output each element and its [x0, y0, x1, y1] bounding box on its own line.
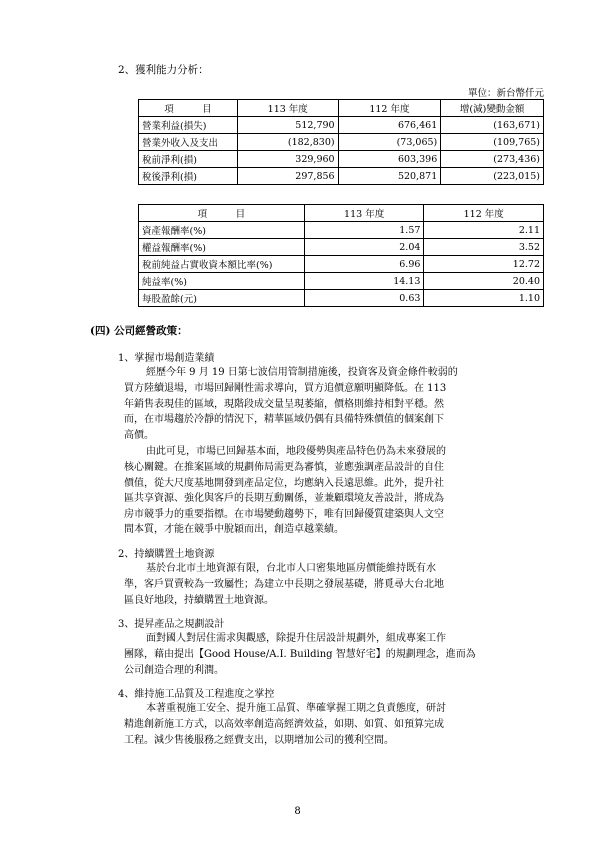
header-112: 112 年度 [338, 100, 441, 117]
text-line: 團隊，藉由提出【Good House/A.I. Building 智慧好宅】的規劃理念，進而為 [124, 649, 476, 660]
text-line: 工程。減少售後服務之經費支出，以期增加公司的獲利空間。 [124, 734, 394, 746]
table-row [139, 134, 544, 151]
table-row [139, 290, 544, 307]
paragraph [124, 717, 546, 748]
row-label: 權益報酬率(%) [139, 239, 305, 256]
row-label: 稅前淨利(損) [139, 151, 238, 168]
policy-heading: (四) 公司經營政策： [90, 325, 188, 337]
text-line: 高價。 [124, 429, 154, 441]
cell-value: 520,871 [338, 168, 441, 185]
row-label: 稅後淨利(損) [139, 168, 238, 185]
cell-value: (223,015) [441, 168, 544, 185]
profit-amount-table [138, 99, 544, 185]
cell-value: (73,065) [338, 134, 441, 151]
text-line: 準，客戶買賣較為一致屬性；為建立中長期之發展基礎，將覓尋大台北地 [124, 579, 444, 590]
paragraph [124, 647, 546, 678]
paragraph [146, 561, 546, 577]
cell-value: 676,461 [338, 117, 441, 134]
cell-value: (273,436) [441, 151, 544, 168]
row-label: 資產報酬率(%) [139, 222, 305, 239]
text-line: 本著重視施工安全、提升施工品質、準確掌握工期之負責態度，研討 [146, 703, 446, 714]
text-line: 由此可見，市場已回歸基本面，地段優勢與產品特色仍為未來發展的 [146, 446, 446, 457]
table-header-row [139, 100, 544, 117]
text-line: 經歷今年 9 月 19 日第七波信用管制措施後，投資客及資金條件較弱的 [146, 367, 458, 378]
row-label: 營業利益(損失) [139, 117, 238, 134]
header-113: 113 年度 [237, 100, 338, 117]
table-row [139, 239, 544, 256]
item-title: 2、持續購置土地資源 [118, 549, 215, 560]
text-line: 間本質，才能在競爭中脫穎而出，創造卓越業績。 [124, 524, 344, 536]
text-line: 核心關鍵。在推案區域的規劃佈局需更為審慎，並應強調產品設計的自住 [124, 462, 444, 473]
paragraph [146, 365, 546, 381]
cell-value: 0.63 [304, 290, 424, 307]
paragraph [146, 631, 546, 647]
row-label: 每股盈餘(元) [139, 290, 305, 307]
cell-value: (109,765) [441, 134, 544, 151]
paragraph [124, 577, 546, 608]
cell-value: 512,790 [237, 117, 338, 134]
text-line: 基於台北市土地資源有限，台北市人口密集地區房價能維持既有水 [146, 563, 436, 574]
cell-value: 329,960 [237, 151, 338, 168]
cell-value: 12.72 [424, 256, 544, 273]
cell-value: 14.13 [304, 273, 424, 290]
text-line: 精進創新施工方式，以高效率創造高經濟效益，如期、如質、如預算完成 [124, 719, 444, 730]
text-line: 買方陸續退場，市場回歸剛性需求導向，買方追價意願明顯降低。在 113 [124, 383, 447, 394]
cell-value: 1.10 [424, 290, 544, 307]
paragraph [124, 460, 546, 538]
header-item: 項 目 [139, 100, 238, 117]
cell-value: 2.04 [304, 239, 424, 256]
cell-value: 6.96 [304, 256, 424, 273]
text-line: 房市競爭力的重要指標。在市場變動趨勢下，唯有回歸優質建築與人文空 [124, 508, 444, 520]
text-line: 價值，從大尺度基地開發到產品定位，均應納入長遠思維。此外，提升社 [124, 477, 444, 489]
text-line: 公司創造合理的利潤。 [124, 664, 224, 676]
cell-value: 2.11 [424, 222, 544, 239]
item-title: 3、提昇產品之規劃設計 [118, 619, 225, 630]
header-113: 113 年度 [304, 205, 424, 222]
text-line: 年銷售表現佳的區域，現階段成交量呈現萎縮，價格則維持相對平穩。然 [124, 398, 444, 410]
table-row [139, 151, 544, 168]
profit-ratio-table [138, 204, 544, 307]
cell-value: 20.40 [424, 273, 544, 290]
unit-label: 單位：新台幣仟元 [467, 88, 544, 99]
table-row [139, 222, 544, 239]
table-row [139, 117, 544, 134]
page-number: 8 [294, 806, 301, 817]
table-header-row [139, 205, 544, 222]
cell-value: 1.57 [304, 222, 424, 239]
paragraph [146, 701, 546, 717]
cell-value: 603,396 [338, 151, 441, 168]
table-row [139, 273, 544, 290]
paragraph [124, 381, 546, 443]
cell-value: (163,671) [441, 117, 544, 134]
text-line: 面對國人對居住需求與觀感，除提升住居設計規劃外，組成專案工作 [146, 633, 446, 644]
item-title: 4、維持施工品質及工程進度之掌控 [118, 689, 275, 700]
row-label: 稅前純益占實收資本額比率(%) [139, 256, 305, 273]
row-label: 純益率(%) [139, 273, 305, 290]
header-item: 項 目 [139, 205, 305, 222]
paragraph [146, 444, 546, 460]
text-line: 區共享資源、強化與客戶的長期互動關係，並兼顧環境友善設計，將成為 [124, 493, 444, 505]
cell-value: 3.52 [424, 239, 544, 256]
row-label: 營業外收入及支出 [139, 134, 238, 151]
header-112: 112 年度 [424, 205, 544, 222]
header-change: 增(減)變動金額 [441, 100, 544, 117]
cell-value: 297,856 [237, 168, 338, 185]
item-title: 1、掌握市場創造業績 [118, 353, 215, 364]
section-title-profitability: 2、獲利能力分析： [118, 64, 209, 76]
text-line: 區良好地段，持續購置土地資源。 [124, 594, 274, 606]
table-row [139, 168, 544, 185]
text-line: 而，在市場趨於冷靜的情況下，精華區域仍偶有具備特殊價值的個案創下 [124, 414, 444, 426]
cell-value: (182,830) [237, 134, 338, 151]
table-row [139, 256, 544, 273]
